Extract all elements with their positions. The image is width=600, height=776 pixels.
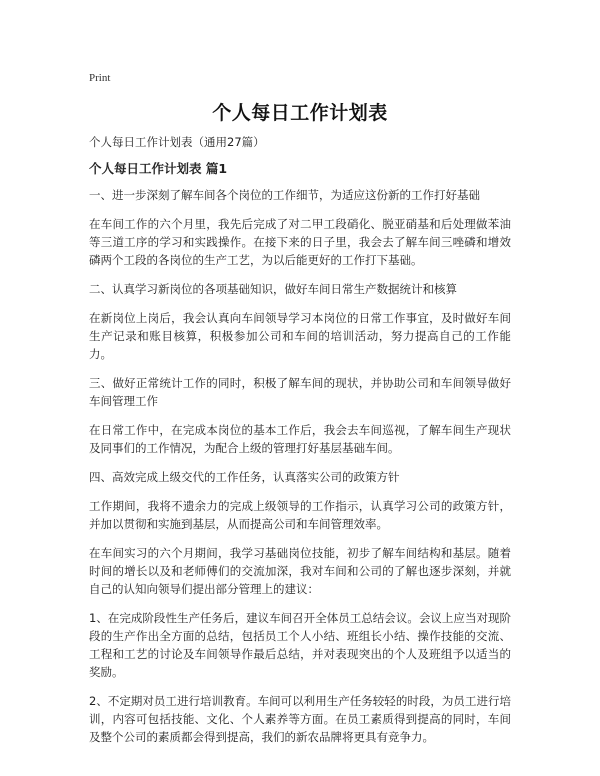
paragraph: 在车间工作的六个月里，我先后完成了对二甲工段硝化、脱亚硝基和后处理做苯油等三道工序的学习和实践操作。在接下来的日子里，我会去了解车间三唑磷和增效磷两个工段的各岗位的生产工艺，为以后能更好的工作打下基础。 xyxy=(89,217,511,267)
paragraph: 工作期间，我将不遗余力的完成上级领导的工作指示，认真学习公司的政策方针，并加以贯彻和实施到基层，从而提高公司和车间管理效率。 xyxy=(89,499,511,531)
paragraph: 在日常工作中，在完成本岗位的基本工作后，我会去车间巡视，了解车间生产现状及同事们的工作情况，为配合上级的管理打好基层基础车间。 xyxy=(89,423,511,455)
document-subtitle: 个人每日工作计划表（通用27篇） xyxy=(89,135,265,149)
paragraph-heading-1: 一、进一步深刻了解车间各个岗位的工作细节，为适应这份新的工作打好基础 xyxy=(89,188,480,202)
suggestion-item-2: 2、不定期对员工进行培训教育。车间可以利用生产任务较轻的时段，为员工进行培训，内容可包括技能、文化、个人素养等方面。在员工素质得到提高的同时，车间及整个公司的素质都会得到提高，我们的新农品牌将更具有竞争力。 xyxy=(89,694,511,744)
paragraph: 在车间实习的六个月期间，我学习基础岗位技能，初步了解车间结构和基层。随着时间的增长以及和老师傅们的交流加深，我对车间和公司的了解也逐步深刻，并就自己的认知向领导们提出部分管理上的建议： xyxy=(89,546,511,596)
paragraph-heading-4: 四、高效完成上级交代的工作任务，认真落实公司的政策方针 xyxy=(89,470,400,484)
page-title: 个人每日工作计划表 xyxy=(212,102,388,124)
print-link[interactable]: Print xyxy=(89,72,111,84)
paragraph-heading-2: 二、认真学习新岗位的各项基础知识，做好车间日常生产数据统计和核算 xyxy=(89,282,457,296)
paragraph: 在新岗位上岗后，我会认真向车间领导学习本岗位的日常工作事宜，及时做好车间生产记录和账目核算，积极参加公司和车间的培训活动，努力提高自己的工作能力。 xyxy=(89,311,511,361)
section-heading: 个人每日工作计划表 篇1 xyxy=(89,161,228,176)
paragraph-heading-3: 三、做好正常统计工作的同时，积极了解车间的现状，并协助公司和车间领导做好车间管理工作 xyxy=(89,376,511,408)
document-body xyxy=(89,133,511,757)
suggestion-item-1: 1、在完成阶段性生产任务后，建议车间召开全体员工总结会议。会议上应当对现阶段的生产作出全方面的总结，包括员工个人小结、班组长小结、操作技能的交流、工程和工艺的讨论及车间领导作最后总结，并对表现突出的个人及班组予以适当的奖励。 xyxy=(89,611,511,679)
